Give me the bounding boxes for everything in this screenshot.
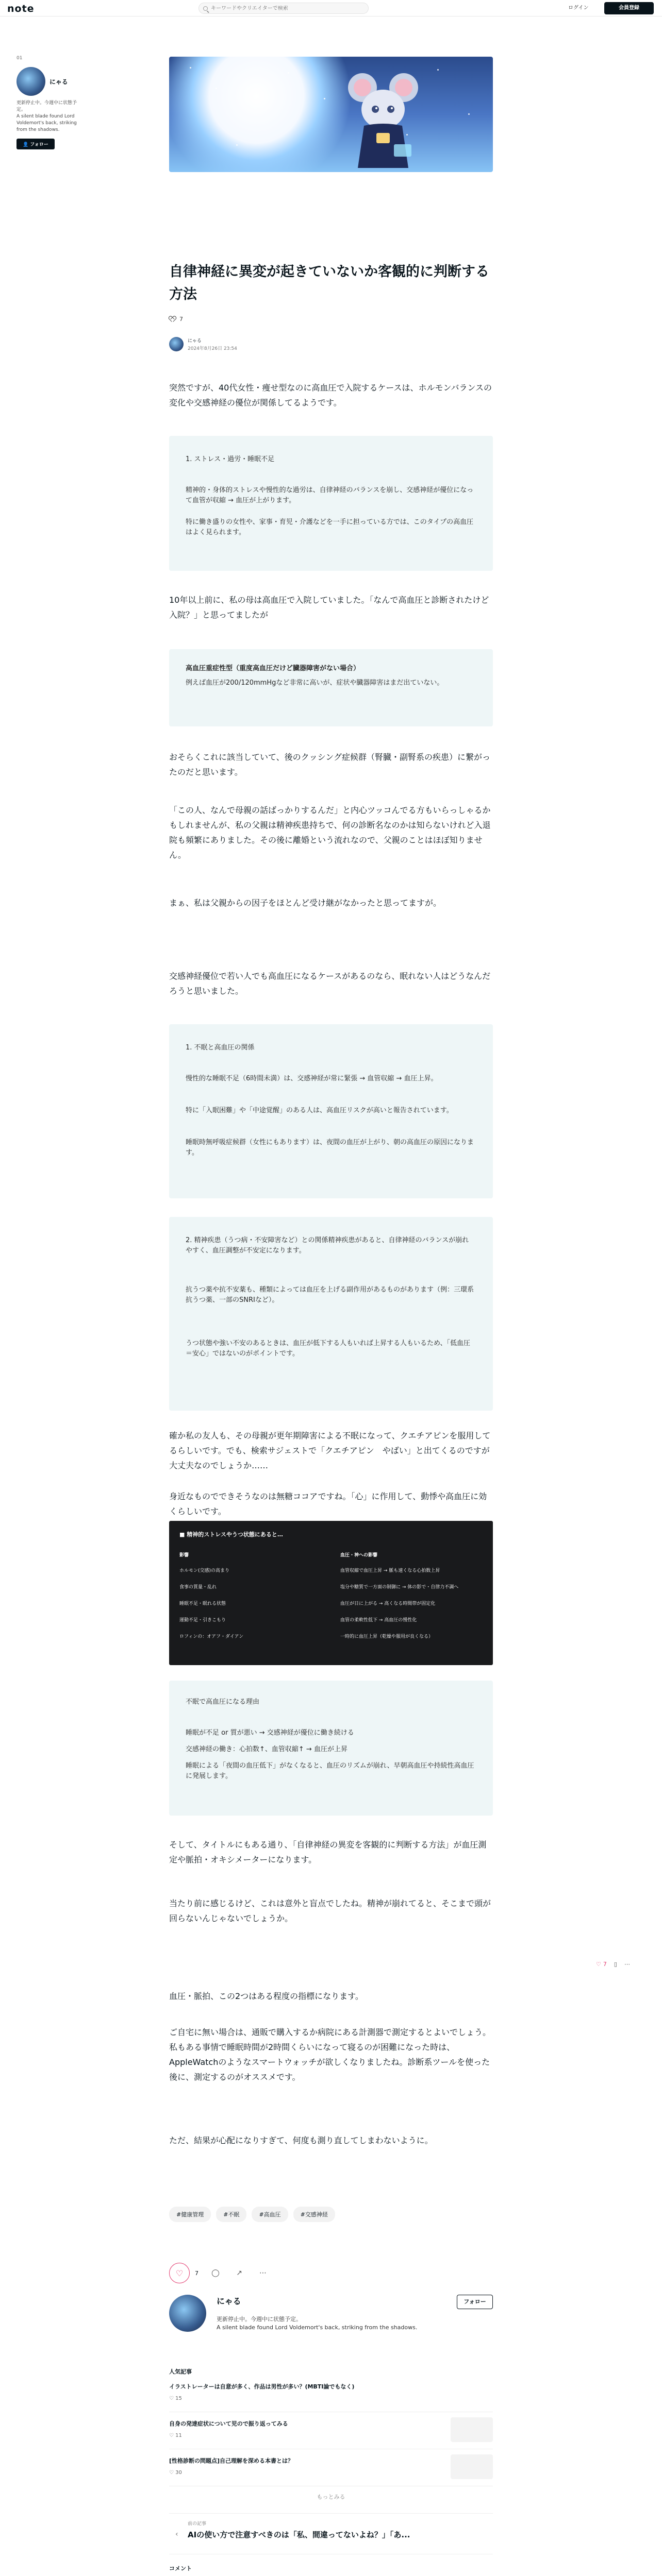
popular-item-title[interactable]: [性格診断の問題点]自己理解を深める本書とは？ [169, 2458, 294, 2464]
signup-button[interactable]: 会員登録 [604, 2, 654, 14]
popular-item-likes: ♡ 15 [169, 2396, 182, 2401]
tag[interactable]: #健康管理 [169, 2207, 211, 2222]
like-button[interactable]: ♡ [169, 2263, 190, 2283]
follow-label: フォロー [30, 142, 48, 147]
like-number: 7 [179, 316, 183, 323]
float-more-icon[interactable]: ⋯ [624, 1961, 630, 1968]
comment-icon[interactable]: ◯ [211, 2269, 220, 2277]
paragraph: 当たり前に感じるけど、これは意外と盲点でしたね。精神が崩れてると、そこまで頭が回らないんじゃないでしょうか。 [169, 1899, 491, 1923]
callout-line: 精神的・身体的ストレスや慢性的な過労は、自律神経のバランスを崩し、交感神経が優位になって血管が収縮 → 血圧が上がります。 [186, 486, 474, 504]
popular-header: 人気記事 [169, 2368, 192, 2375]
paragraph: 交感神経優位で若い人でも高血圧になるケースがあるのなら、眠れない人はどうなんだろうと思いました。 [169, 971, 491, 996]
popular-item-title[interactable]: イラストレーターは自意が多く、作品は男性が多い？(MBTI論でもなく) [169, 2383, 355, 2390]
callout-line: 睡眠が不足 or 質が悪い → 交感神経が優位に働き続ける [186, 1729, 354, 1737]
popular-item-thumbnail[interactable] [451, 2454, 493, 2479]
paragraph: ご自宅に無い場合は、通販で購入するか病院にある計測器で測定するとよいでしょう。私もある事情で睡眠時間が2時間くらいになって寝るのが困難になった時は、AppleWatchのようなスマートウォッチが欲しくなりましたね。診断系ツールを使った後に、測定するのがオススメです。 [169, 2027, 491, 2082]
share-icon[interactable]: ↗ [236, 2269, 242, 2277]
author-info [169, 337, 237, 351]
popular-item-likes: ♡ 11 [169, 2433, 182, 2438]
callout-line: 特に働き盛りの女性や、家事・育児・介護などを一手に担っている方では、このタイプの高血圧はよく見られます。 [186, 518, 474, 536]
tag[interactable]: #不眠 [216, 2207, 246, 2222]
header-image [169, 57, 493, 172]
paragraph: 身近なものでできそうなのは無糖ココアですね。「心」に作用して、動悸や高血圧に効くらしいです。 [169, 1492, 487, 1516]
publish-date: 2024年8月26日 23:54 [188, 346, 237, 351]
author-card-follow-button[interactable]: フォロー [457, 2295, 493, 2309]
follow-button[interactable]: 👤 フォロー [16, 139, 55, 149]
callout-line: 慢性的な睡眠不足（6時間未満）は、交感神経が常に緊張 → 血管収縮 → 血圧上昇。 [186, 1075, 438, 1082]
table-cell: 睡眠不足・眠れる状態 [179, 1601, 226, 1606]
callout-line: 特に「入眠困難」や「中途覚醒」のある人は、高血圧リスクが高いと報告されています。 [186, 1107, 453, 1114]
popular-item-likes: ♡ 30 [169, 2470, 182, 2476]
float-bookmark-icon[interactable]: ▯ [614, 1961, 617, 1968]
floating-actions [596, 1961, 630, 1968]
paragraph: まぁ、私は父親からの因子をほとんど受け継がなかったと思ってますが。 [169, 898, 442, 908]
previous-article-link[interactable] [169, 2513, 493, 2554]
avatar[interactable] [16, 67, 45, 96]
more-link[interactable]: もっとみる [317, 2494, 345, 2500]
previous-article-label: 前の記事 [188, 2521, 207, 2527]
paragraph: 確か私の友人も、その母親が更年期障害による不眠になって、クエチアピンを服用してるらしいです。でも、検索サジェストで「クエチアピン やばい」と出てくるのですが大丈夫なのでしょうか…… [169, 1431, 491, 1470]
table-header-right: 血圧・神への影響 [340, 1553, 378, 1558]
float-like-icon[interactable]: ♡ [596, 1961, 601, 1968]
magazine-number: 01 [16, 56, 23, 61]
like-count-bottom: 7 [195, 2269, 198, 2277]
callout-title: 1. 不眠と高血圧の関係 [186, 1044, 255, 1052]
callout-box [169, 436, 493, 571]
stress-table-image [169, 1521, 493, 1665]
paragraph: 血圧・脈拍、この2つはある程度の指標になります。 [169, 1991, 363, 2001]
previous-article-title[interactable]: AIの使い方で注意すべきのは「私、間違ってないよね？」「あ... [188, 2530, 410, 2539]
table-cell: 塩分や糖質で一方面の制御に → 体の影で・自律力不調へ [340, 1585, 459, 1590]
paragraph: ただ、結果が心配になりすぎて、何度も測り直してしまわないように。 [169, 2136, 433, 2145]
mouse-character-illustration [344, 72, 422, 169]
author-card-avatar[interactable] [169, 2295, 206, 2332]
article-actions [169, 2263, 270, 2283]
callout-box [169, 1681, 493, 1816]
table-header-left: 影響 [179, 1553, 189, 1558]
table-cell: 食事の質量・乱れ [179, 1585, 217, 1590]
tag[interactable]: #交感神経 [293, 2207, 335, 2222]
paragraph: 突然ですが、40代女性・痩せ型なのに高血圧で入院するケースは、ホルモンバランスの変化や交感神経の優位が関係してるようです。 [169, 383, 492, 408]
callout-line: 睡眠による「夜間の血圧低下」がなくなると、血圧のリズムが崩れ、早朝高血圧や持続性高血圧に発展します。 [186, 1762, 474, 1780]
article-title: 自律神経に異変が起きていないか客観的に判断する方法 [169, 264, 489, 302]
callout-line: 抗うつ薬や抗不安薬も、種類によっては血圧を上げる副作用があるものがあります（例：三環系抗うつ薬、一部のSNRIなど）。 [186, 1286, 474, 1304]
top-bar [0, 0, 662, 16]
like-count-top[interactable] [169, 316, 183, 323]
author-card-name[interactable]: にゃる [217, 2296, 241, 2306]
paragraph: 10年以上前に、私の母は高血圧で入院していました。「なんで高血圧と診断されたけど入院？」と思ってましたが [169, 595, 489, 620]
callout-line: 例えば血圧が200/120mmHgなど非常に高いが、症状や臓器障害はまだ出ていない。 [186, 679, 444, 687]
callout-title: 1. ストレス・過労・睡眠不足 [186, 455, 275, 463]
paragraph: 「この人、なんで母親の話ばっかりするんだ」と内心ツッコんでる方もいらっしゃるかもしれませんが、私の父親は精神疾患持ちで、何の診断名なのかは知らないけれど入退院も頻繁にありました。その後に離婚という流れなので、父親のことはほぼ知りません。 [169, 805, 491, 860]
callout-title: 高血圧重症性型（重度高血圧だけど臓器障害がない場合） [186, 665, 360, 672]
creator-bio: 更新停止中。今週中に状態予定。 A silent blade found Lord Voldemort's back, striking from the shadows. [16, 100, 77, 132]
float-like-count: 7 [603, 1961, 607, 1968]
table-cell: 運動不足・引きこもり [179, 1618, 226, 1623]
table-title: ■ 精神的ストレスやうつ状態にあると… [179, 1531, 283, 1538]
search-input[interactable] [211, 6, 355, 11]
note-logo[interactable]: note [7, 3, 35, 14]
popular-item[interactable] [169, 2456, 493, 2486]
paragraph: おそらくこれに該当していて、後のクッシング症候群（腎臓・副腎系の疾患）に繋がったのだと思います。 [169, 752, 490, 777]
callout-line: うつ状態や強い不安のあるときは、血圧が低下する人もいれば上昇する人もいるため、「低血圧＝安心」ではないのがポイントです。 [186, 1340, 470, 1358]
callout-line: 睡眠時無呼吸症候群（女性にもあります）は、夜間の血圧が上がり、朝の高血圧の原因になります。 [186, 1139, 474, 1157]
creator-sidebar [16, 56, 78, 149]
table-cell: ロフィンの：オアフ・ダイアン [179, 1634, 244, 1639]
popular-item[interactable] [169, 2419, 493, 2449]
callout-title: 2. 精神疾患（うつ病・不安障害など）との関係精神疾患があると、自律神経のバランスが崩れやすく、血圧調整が不安定になります。 [186, 1236, 469, 1255]
callout-box [169, 649, 493, 726]
tag[interactable]: #高血圧 [252, 2207, 288, 2222]
more-icon[interactable]: ⋯ [259, 2269, 267, 2277]
table-cell: 血管の柔軟性低下 → 高血圧の慢性化 [340, 1618, 417, 1623]
callout-title: 不眠で高血圧になる理由 [186, 1698, 260, 1706]
callout-line: 交感神経の働き：心拍数↑、血管収縮↑ → 血圧が上昇 [186, 1745, 347, 1753]
author-card-bio: 更新停止中。今週中に状態予定。 A silent blade found Lord Voldemort's back, striking from the shadows. [217, 2316, 418, 2331]
author-avatar[interactable] [169, 337, 184, 351]
callout-box [169, 1024, 493, 1198]
comment-header: コメント [169, 2565, 192, 2572]
search-box[interactable] [198, 3, 369, 14]
paragraph: そして、タイトルにもある通り、「自律神経の異変を客観的に判断する方法」が血圧測定や脈拍・オキシメーターになります。 [169, 1840, 487, 1865]
creator-name[interactable]: にゃる [49, 78, 68, 86]
table-cell: 血圧が日に上がる → 高くなる時間帯が固定化 [340, 1601, 436, 1606]
popular-item[interactable] [169, 2382, 493, 2412]
author-name[interactable]: にゃる [188, 338, 202, 344]
chevron-left-icon: ‹ [175, 2530, 178, 2538]
table-cell: 血管収縮で血圧上昇 → 脈も速くなる心拍数上昇 [340, 1568, 440, 1573]
tag-list [169, 2207, 340, 2222]
heart-icon [169, 316, 175, 322]
search-icon [203, 6, 208, 11]
login-button[interactable]: ログイン [568, 5, 589, 11]
popular-item-title[interactable]: 自身の発達症状について児ので振り返ってみる [169, 2420, 288, 2427]
table-cell: 一時的に血圧上昇（乾燥や服用が良くなる） [340, 1634, 434, 1639]
popular-item-thumbnail[interactable] [451, 2417, 493, 2442]
table-cell: ホルモン(交感)の高まり [179, 1568, 230, 1573]
callout-box [169, 1217, 493, 1411]
